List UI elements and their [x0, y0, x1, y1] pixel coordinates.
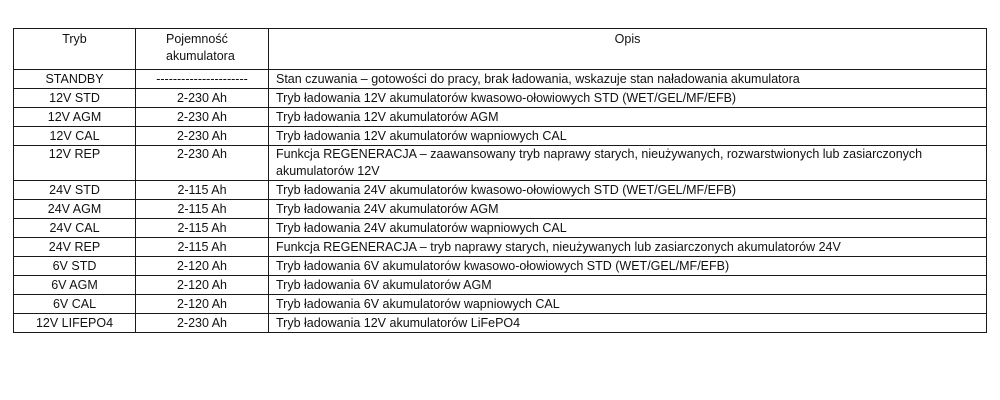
header-mode: Tryb	[14, 29, 136, 70]
cell-capacity: 2-230 Ah	[136, 108, 269, 127]
table-row	[14, 238, 987, 257]
cell-mode: 12V REP	[14, 146, 136, 181]
cell-description: Stan czuwania – gotowości do pracy, brak ładowania, wskazuje stan naładowania akumulatora	[269, 70, 987, 89]
header-description: Opis	[269, 29, 987, 70]
table-row	[14, 219, 987, 238]
table-row	[14, 70, 987, 89]
cell-capacity: ----------------------	[136, 70, 269, 89]
charging-modes-table	[13, 28, 987, 333]
table-row	[14, 89, 987, 108]
header-capacity-line2: akumulatora	[166, 49, 235, 63]
cell-capacity: 2-120 Ah	[136, 276, 269, 295]
cell-description: Funkcja REGENERACJA – zaawansowany tryb naprawy starych, nieużywanych, rozwarstwionych lub zasiarczonych akumulatorów 12V	[269, 146, 987, 181]
cell-description: Tryb ładowania 6V akumulatorów kwasowo-ołowiowych STD (WET/GEL/MF/EFB)	[269, 257, 987, 276]
cell-description: Tryb ładowania 24V akumulatorów kwasowo-ołowiowych STD (WET/GEL/MF/EFB)	[269, 181, 987, 200]
header-capacity-line1: Pojemność	[166, 32, 228, 46]
cell-mode: 12V AGM	[14, 108, 136, 127]
table-row	[14, 295, 987, 314]
cell-description: Funkcja REGENERACJA – tryb naprawy starych, nieużywanych lub zasiarczonych akumulatorów 24V	[269, 238, 987, 257]
cell-capacity: 2-115 Ah	[136, 181, 269, 200]
table-row	[14, 108, 987, 127]
cell-mode: 12V LIFEPO4	[14, 314, 136, 333]
cell-mode: 24V AGM	[14, 200, 136, 219]
cell-mode: 6V CAL	[14, 295, 136, 314]
cell-mode: 24V REP	[14, 238, 136, 257]
cell-description: Tryb ładowania 24V akumulatorów wapniowych CAL	[269, 219, 987, 238]
cell-capacity: 2-120 Ah	[136, 295, 269, 314]
table-row	[14, 200, 987, 219]
table-header-row	[14, 29, 987, 70]
cell-capacity: 2-230 Ah	[136, 127, 269, 146]
cell-capacity: 2-115 Ah	[136, 238, 269, 257]
cell-description: Tryb ładowania 6V akumulatorów wapniowych CAL	[269, 295, 987, 314]
cell-description: Tryb ładowania 12V akumulatorów kwasowo-ołowiowych STD (WET/GEL/MF/EFB)	[269, 89, 987, 108]
cell-capacity: 2-230 Ah	[136, 314, 269, 333]
cell-description: Tryb ładowania 6V akumulatorów AGM	[269, 276, 987, 295]
table-row	[14, 181, 987, 200]
table-row	[14, 127, 987, 146]
cell-capacity: 2-115 Ah	[136, 200, 269, 219]
table-row	[14, 314, 987, 333]
cell-mode: 6V STD	[14, 257, 136, 276]
table-row	[14, 257, 987, 276]
table-row	[14, 276, 987, 295]
cell-mode: 12V STD	[14, 89, 136, 108]
cell-capacity: 2-230 Ah	[136, 89, 269, 108]
cell-description: Tryb ładowania 12V akumulatorów LiFePO4	[269, 314, 987, 333]
cell-description: Tryb ładowania 24V akumulatorów AGM	[269, 200, 987, 219]
cell-mode: 24V STD	[14, 181, 136, 200]
cell-capacity: 2-230 Ah	[136, 146, 269, 181]
header-capacity	[136, 29, 269, 70]
cell-capacity: 2-115 Ah	[136, 219, 269, 238]
cell-mode: STANDBY	[14, 70, 136, 89]
cell-capacity: 2-120 Ah	[136, 257, 269, 276]
cell-mode: 6V AGM	[14, 276, 136, 295]
cell-description: Tryb ładowania 12V akumulatorów AGM	[269, 108, 987, 127]
cell-mode: 24V CAL	[14, 219, 136, 238]
cell-mode: 12V CAL	[14, 127, 136, 146]
table-row	[14, 146, 987, 181]
cell-description: Tryb ładowania 12V akumulatorów wapniowych CAL	[269, 127, 987, 146]
